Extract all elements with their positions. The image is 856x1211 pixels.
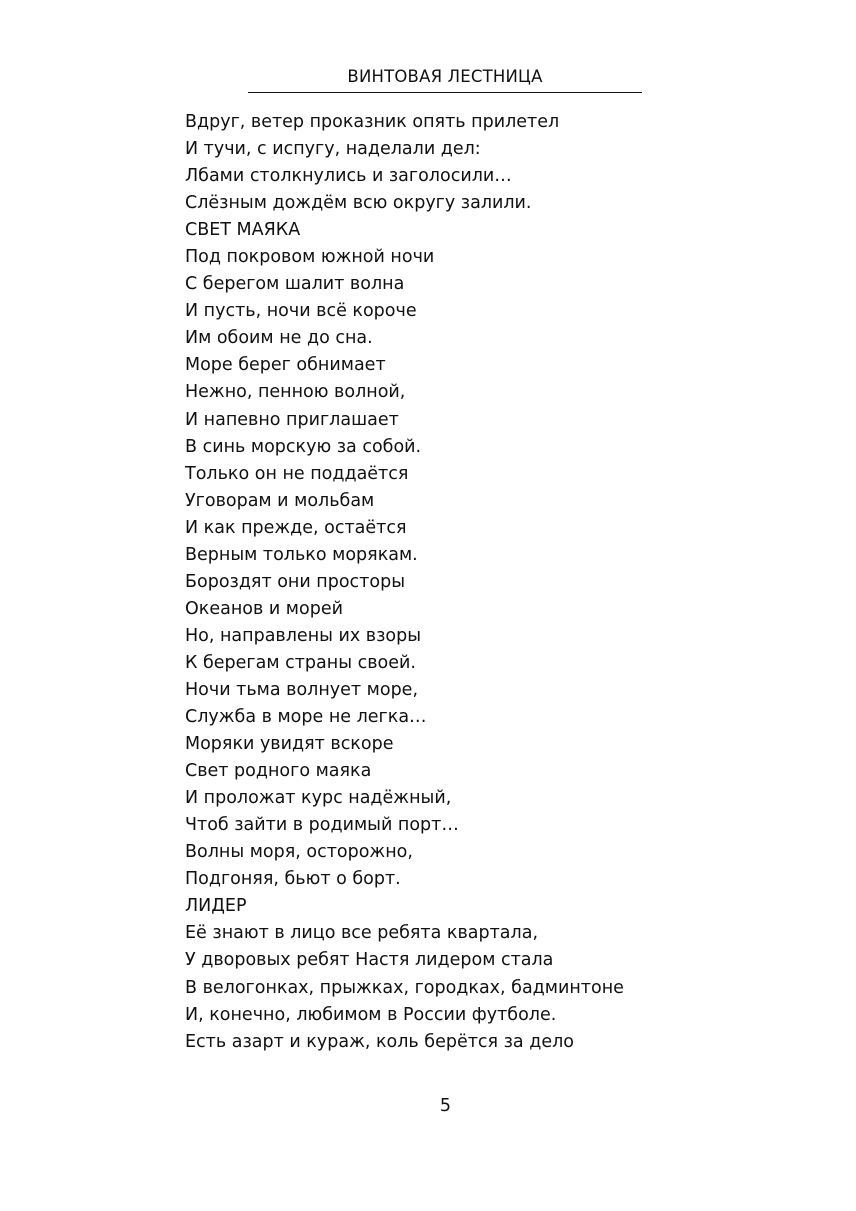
text-line: Под покровом южной ночи bbox=[185, 247, 435, 268]
text-line: Чтоб зайти в родимый порт… bbox=[185, 815, 459, 836]
text-line: И напевно приглашает bbox=[185, 409, 399, 430]
text-line: Вдруг, ветер проказник опять прилетел bbox=[185, 112, 560, 132]
text-line: Волны моря, осторожно, bbox=[185, 842, 413, 863]
text-line: В синь морскую за собой. bbox=[185, 436, 422, 457]
text-line: Уговорам и мольбам bbox=[185, 490, 375, 511]
text-line: Ночи тьма волнует море, bbox=[185, 679, 419, 700]
running-title: ВИНТОВАЯ ЛЕСТНИЦА bbox=[347, 67, 543, 86]
text-line: И, конечно, любимом в России футболе. bbox=[185, 1004, 557, 1025]
page-number: 5 bbox=[439, 1096, 452, 1116]
text-line: Есть азарт и кураж, коль берётся за дело bbox=[185, 1031, 574, 1052]
text-line: И тучи, с испугу, наделали дел: bbox=[185, 139, 481, 160]
text-line: У дворовых ребят Настя лидером стала bbox=[185, 950, 554, 971]
text-line: Лбами столкнулись и заголосили… bbox=[185, 166, 512, 187]
text-line: И как прежде, остаётся bbox=[185, 517, 407, 538]
poem-text bbox=[185, 109, 745, 1056]
text-line: И пусть, ночи всё короче bbox=[185, 301, 417, 322]
text-line: Бороздят они просторы bbox=[185, 571, 406, 592]
text-line: Её знают в лицо все ребята квартала, bbox=[185, 923, 539, 944]
text-line: Моряки увидят вскоре bbox=[185, 734, 394, 755]
text-line: К берегам страны своей. bbox=[185, 652, 416, 673]
text-line: Слёзным дождём всю округу залили. bbox=[185, 193, 532, 214]
text-line: С берегом шалит волна bbox=[185, 274, 405, 295]
section-heading: СВЕТ МАЯКА bbox=[185, 220, 301, 241]
running-header bbox=[248, 66, 642, 93]
text-line: Им обоим не до сна. bbox=[185, 328, 373, 349]
text-line: В велогонках, прыжках, городках, бадминтоне bbox=[185, 977, 624, 998]
text-line: Подгоняя, бьют о борт. bbox=[185, 869, 401, 890]
text-line: Только он не поддаётся bbox=[185, 463, 409, 484]
text-line: Океанов и морей bbox=[185, 598, 343, 619]
text-line: Море берег обнимает bbox=[185, 355, 386, 376]
text-line: И проложат курс надёжный, bbox=[185, 788, 452, 809]
text-line: Нежно, пенною волной, bbox=[185, 382, 406, 403]
text-line: Но, направлены их взоры bbox=[185, 625, 422, 646]
text-line: Служба в море не легка… bbox=[185, 707, 427, 728]
text-line: Свет родного маяка bbox=[185, 761, 372, 782]
text-line: Верным только морякам. bbox=[185, 544, 418, 565]
section-heading: ЛИДЕР bbox=[185, 896, 247, 917]
